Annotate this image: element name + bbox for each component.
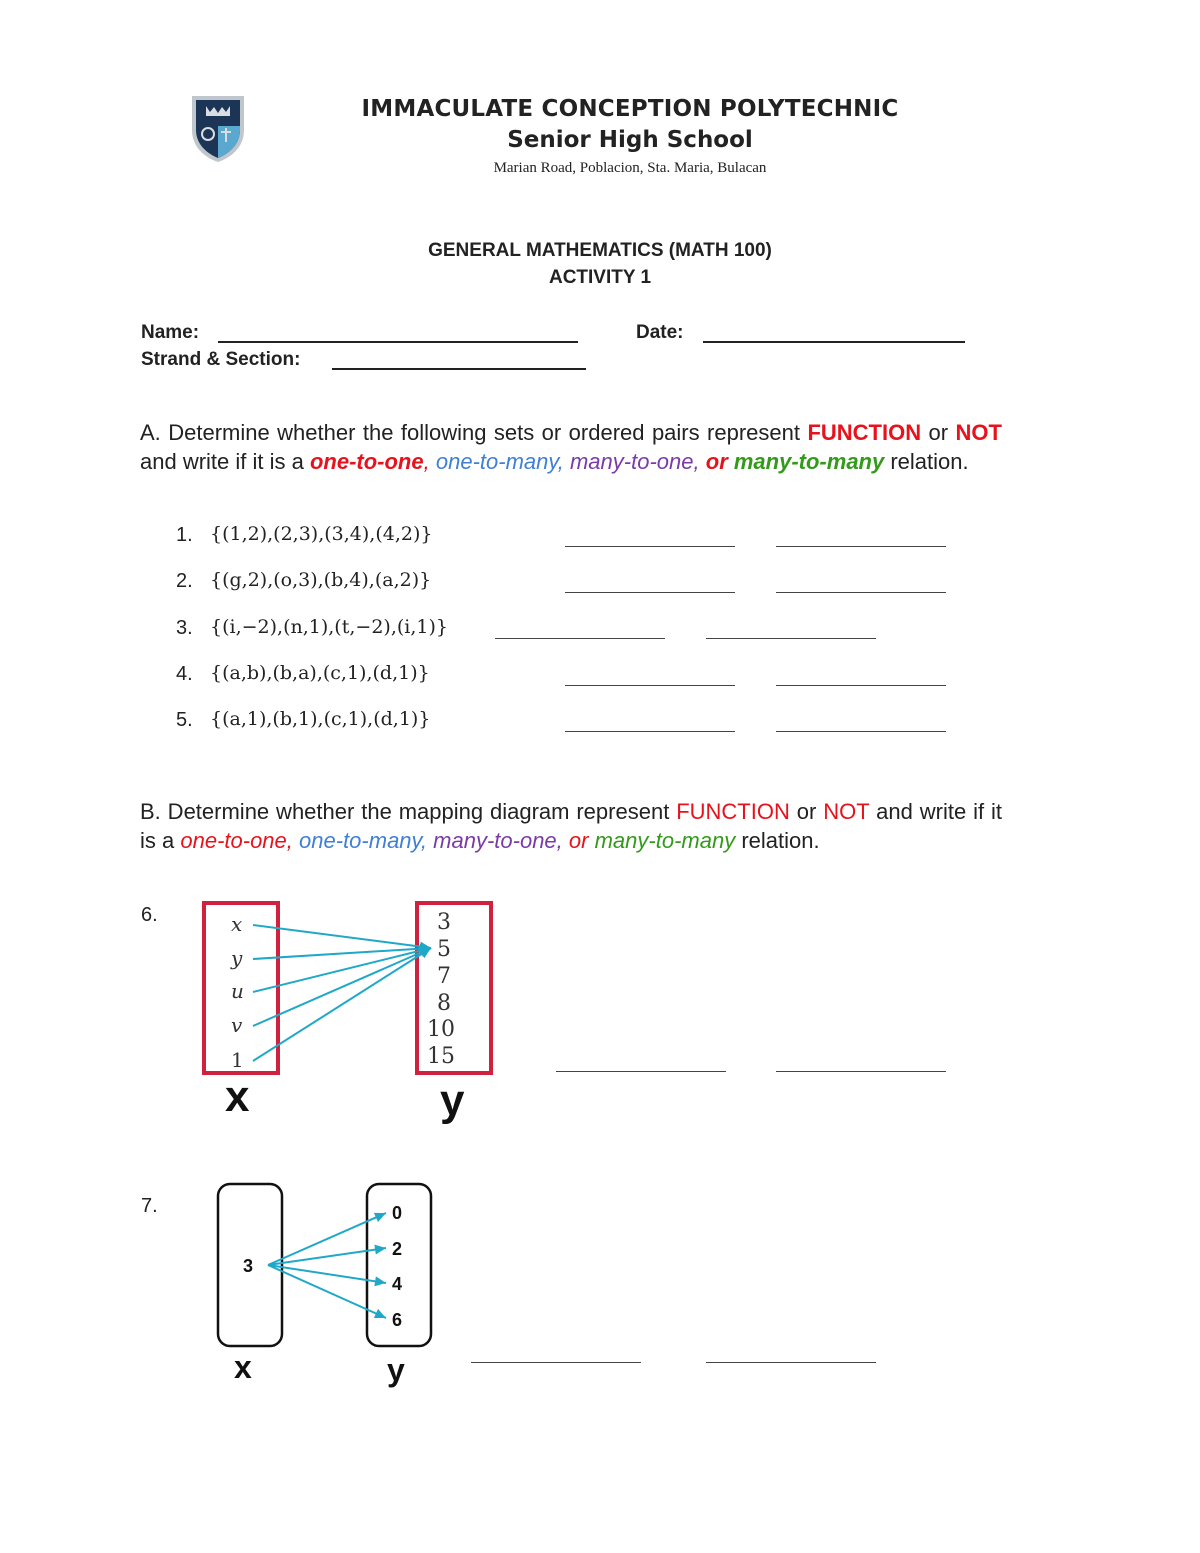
answer-line[interactable] bbox=[706, 638, 876, 639]
domain-value: x bbox=[231, 912, 243, 936]
item-number: 2. bbox=[176, 570, 193, 592]
answer-line[interactable] bbox=[565, 731, 735, 732]
answer-line[interactable] bbox=[776, 731, 946, 732]
or-word-2: or bbox=[705, 449, 728, 474]
domain-value: u bbox=[231, 979, 244, 1003]
mapping-diagram-7 bbox=[210, 1178, 450, 1393]
item-number: 1. bbox=[176, 524, 193, 546]
many-to-one-term: many-to-one bbox=[433, 828, 557, 853]
not-word: NOT bbox=[823, 799, 870, 824]
answer-line[interactable] bbox=[565, 546, 735, 547]
strand-section-line[interactable] bbox=[332, 368, 586, 370]
section-a-instructions: A. Determine whether the following sets or ordered pairs represent FUNCTION or NOT and write if it is a one-to-one, one-to-many, many-to-one, or many-to-many relation. bbox=[140, 420, 1002, 474]
one-to-many-term: one-to-many bbox=[299, 828, 421, 853]
arrowhead bbox=[374, 1276, 386, 1286]
mapping-arrow bbox=[268, 1265, 386, 1318]
item-number: 6. bbox=[141, 904, 158, 926]
mapping-diagram-6 bbox=[195, 895, 505, 1130]
range-value: 3 bbox=[437, 910, 451, 935]
one-to-one-term: one-to-one bbox=[309, 449, 424, 474]
answer-line[interactable] bbox=[495, 638, 665, 639]
function-word: FUNCTION bbox=[807, 420, 922, 445]
section-b-instructions: B. Determine whether the mapping diagram represent FUNCTION or NOT and write if it is a one-to-one, one-to-many, many-to-one, or many-to-many relation. bbox=[140, 799, 1003, 853]
domain-value: y bbox=[231, 946, 243, 970]
answer-line[interactable] bbox=[556, 1071, 726, 1072]
item-set: {(g,2),(o,3),(b,4),(a,2)} bbox=[210, 569, 432, 591]
date-label: Date: bbox=[636, 322, 684, 343]
many-to-many-term: many-to-many bbox=[594, 828, 736, 853]
item-set: {(a,1),(b,1),(c,1),(d,1)} bbox=[210, 708, 431, 730]
or-word: or bbox=[789, 799, 824, 824]
or-word: or bbox=[921, 420, 956, 445]
y-axis-label: y bbox=[440, 1076, 465, 1125]
range-value: 5 bbox=[437, 937, 451, 962]
not-word: NOT bbox=[955, 420, 1002, 445]
answer-line[interactable] bbox=[706, 1362, 876, 1363]
answer-line[interactable] bbox=[776, 1071, 946, 1072]
many-to-many-term: many-to-many bbox=[733, 449, 885, 474]
range-value: 10 bbox=[427, 1017, 455, 1042]
date-line[interactable] bbox=[703, 341, 965, 343]
name-label: Name: bbox=[141, 322, 200, 343]
section-a-intro-2: and write if it is a bbox=[140, 449, 310, 474]
answer-line[interactable] bbox=[565, 592, 735, 593]
range-value: 6 bbox=[392, 1310, 403, 1330]
range-value: 7 bbox=[437, 964, 451, 989]
item-set: {(1,2),(2,3),(3,4),(4,2)} bbox=[210, 523, 433, 545]
section-b-intro: B. Determine whether the mapping diagram represent bbox=[140, 799, 677, 824]
range-value: 8 bbox=[437, 991, 451, 1016]
activity-title: ACTIVITY 1 bbox=[548, 267, 652, 288]
y-axis-label: y bbox=[387, 1352, 405, 1388]
school-address: Marian Road, Poblacion, Sta. Maria, Bulacan bbox=[493, 160, 767, 176]
item-number: 4. bbox=[176, 663, 193, 685]
name-line[interactable] bbox=[218, 341, 578, 343]
one-to-many-term: one-to-many bbox=[435, 449, 558, 474]
domain-value: v bbox=[231, 1013, 243, 1037]
function-word: FUNCTION bbox=[676, 799, 790, 824]
section-a-intro: A. Determine whether the following sets or ordered pairs represent bbox=[140, 420, 808, 445]
answer-line[interactable] bbox=[776, 685, 946, 686]
answer-line[interactable] bbox=[776, 592, 946, 593]
domain-value: 3 bbox=[243, 1256, 254, 1276]
arrowhead bbox=[374, 1245, 386, 1255]
item-number: 5. bbox=[176, 709, 193, 731]
domain-value: 1 bbox=[231, 1048, 244, 1072]
course-title: GENERAL MATHEMATICS (MATH 100) bbox=[428, 240, 772, 261]
x-axis-label: x bbox=[225, 1072, 250, 1121]
answer-line[interactable] bbox=[565, 685, 735, 686]
range-value: 2 bbox=[392, 1239, 403, 1259]
school-subtitle: Senior High School bbox=[507, 127, 753, 153]
relation-word: relation. bbox=[884, 449, 969, 474]
strand-section-label: Strand & Section: bbox=[141, 349, 301, 370]
relation-word: relation. bbox=[735, 828, 820, 853]
range-value: 4 bbox=[392, 1274, 403, 1294]
many-to-one-term: many-to-one bbox=[569, 449, 694, 474]
item-number: 7. bbox=[141, 1195, 158, 1217]
school-name: IMMACULATE CONCEPTION POLYTECHNIC bbox=[361, 96, 899, 122]
item-set: {(i,−2),(n,1),(t,−2),(i,1)} bbox=[210, 616, 448, 638]
answer-line[interactable] bbox=[776, 546, 946, 547]
or-word-2: or bbox=[568, 828, 589, 853]
x-axis-label: x bbox=[234, 1349, 252, 1385]
range-value: 15 bbox=[427, 1044, 455, 1069]
mapping-arrows bbox=[268, 1213, 386, 1318]
section-b-intro-2: and write if it is a bbox=[140, 799, 1003, 853]
answer-line[interactable] bbox=[471, 1362, 641, 1363]
item-number: 3. bbox=[176, 617, 193, 639]
range-value: 0 bbox=[392, 1203, 403, 1223]
one-to-one-term: one-to-one bbox=[180, 828, 287, 853]
item-set: {(a,b),(b,a),(c,1),(d,1)} bbox=[210, 662, 430, 684]
